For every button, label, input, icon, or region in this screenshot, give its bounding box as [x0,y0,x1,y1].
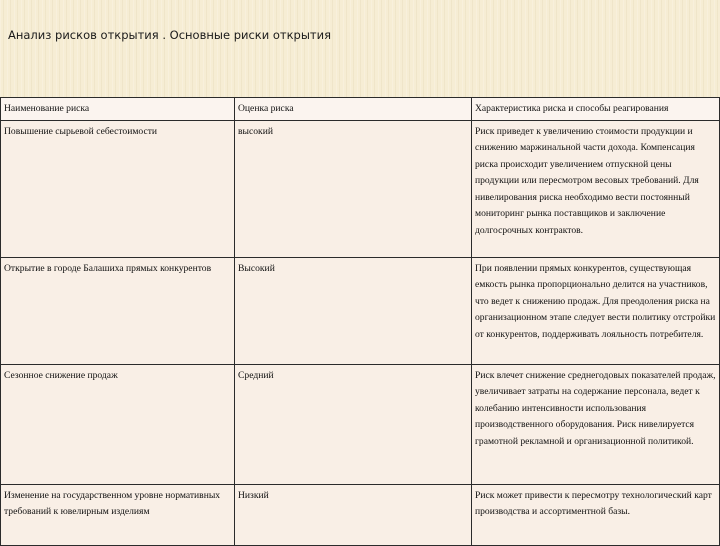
risk-description-cell: Риск приведет к увеличению стоимости продукции и снижению маржинальной части дохода. Компенсация риска происходит увеличением отпускной цены продукции или пересмотром весовых требований. Для нивелирования риска необходимо вести постоянный мониторинг рынка поставщиков и заключение долгосрочных контрактов. [472,120,720,257]
risk-name-cell: Открытие в городе Балашиха прямых конкурентов [1,257,235,364]
risk-description-cell: При появлении прямых конкурентов, существующая емкость рынка пропорционально делится на участников, что ведет к снижению продаж. Для преодоления риска на организационном этапе следует вести политику отстройки от конкурентов, поддерживать лояльность потребителя. [472,257,720,364]
header-risk-description: Характеристика риска и способы реагирования [472,98,720,121]
risk-table [0,97,720,546]
header-risk-name: Наименование риска [1,98,235,121]
risk-rating-cell: высокий [235,120,472,257]
risk-name-cell: Изменение на государственном уровне нормативных требований к ювелирным изделиям [1,484,235,545]
table-row [1,257,720,364]
risk-name-cell: Повышение сырьевой себестоимости [1,120,235,257]
risk-rating-cell: Низкий [235,484,472,545]
table-row [1,364,720,484]
risk-rating-cell: Высокий [235,257,472,364]
risk-description-cell: Риск влечет снижение среднегодовых показателей продаж, увеличивает затраты на содержание персонала, ведет к колебанию интенсивности использования производственного оборудования. Риск нивелируется грамотной рекламной и организационной политикой. [472,364,720,484]
risk-rating-cell: Средний [235,364,472,484]
header-risk-rating: Оценка риска [235,98,472,121]
risk-name-cell: Сезонное снижение продаж [1,364,235,484]
slide-title: Анализ рисков открытия . Основные риски открытия [8,28,332,42]
table-header-row [1,98,720,121]
table-row [1,484,720,545]
risk-description-cell: Риск может привести к пересмотру технологический карт производства и ассортиментной базы. [472,484,720,545]
table-row [1,120,720,257]
